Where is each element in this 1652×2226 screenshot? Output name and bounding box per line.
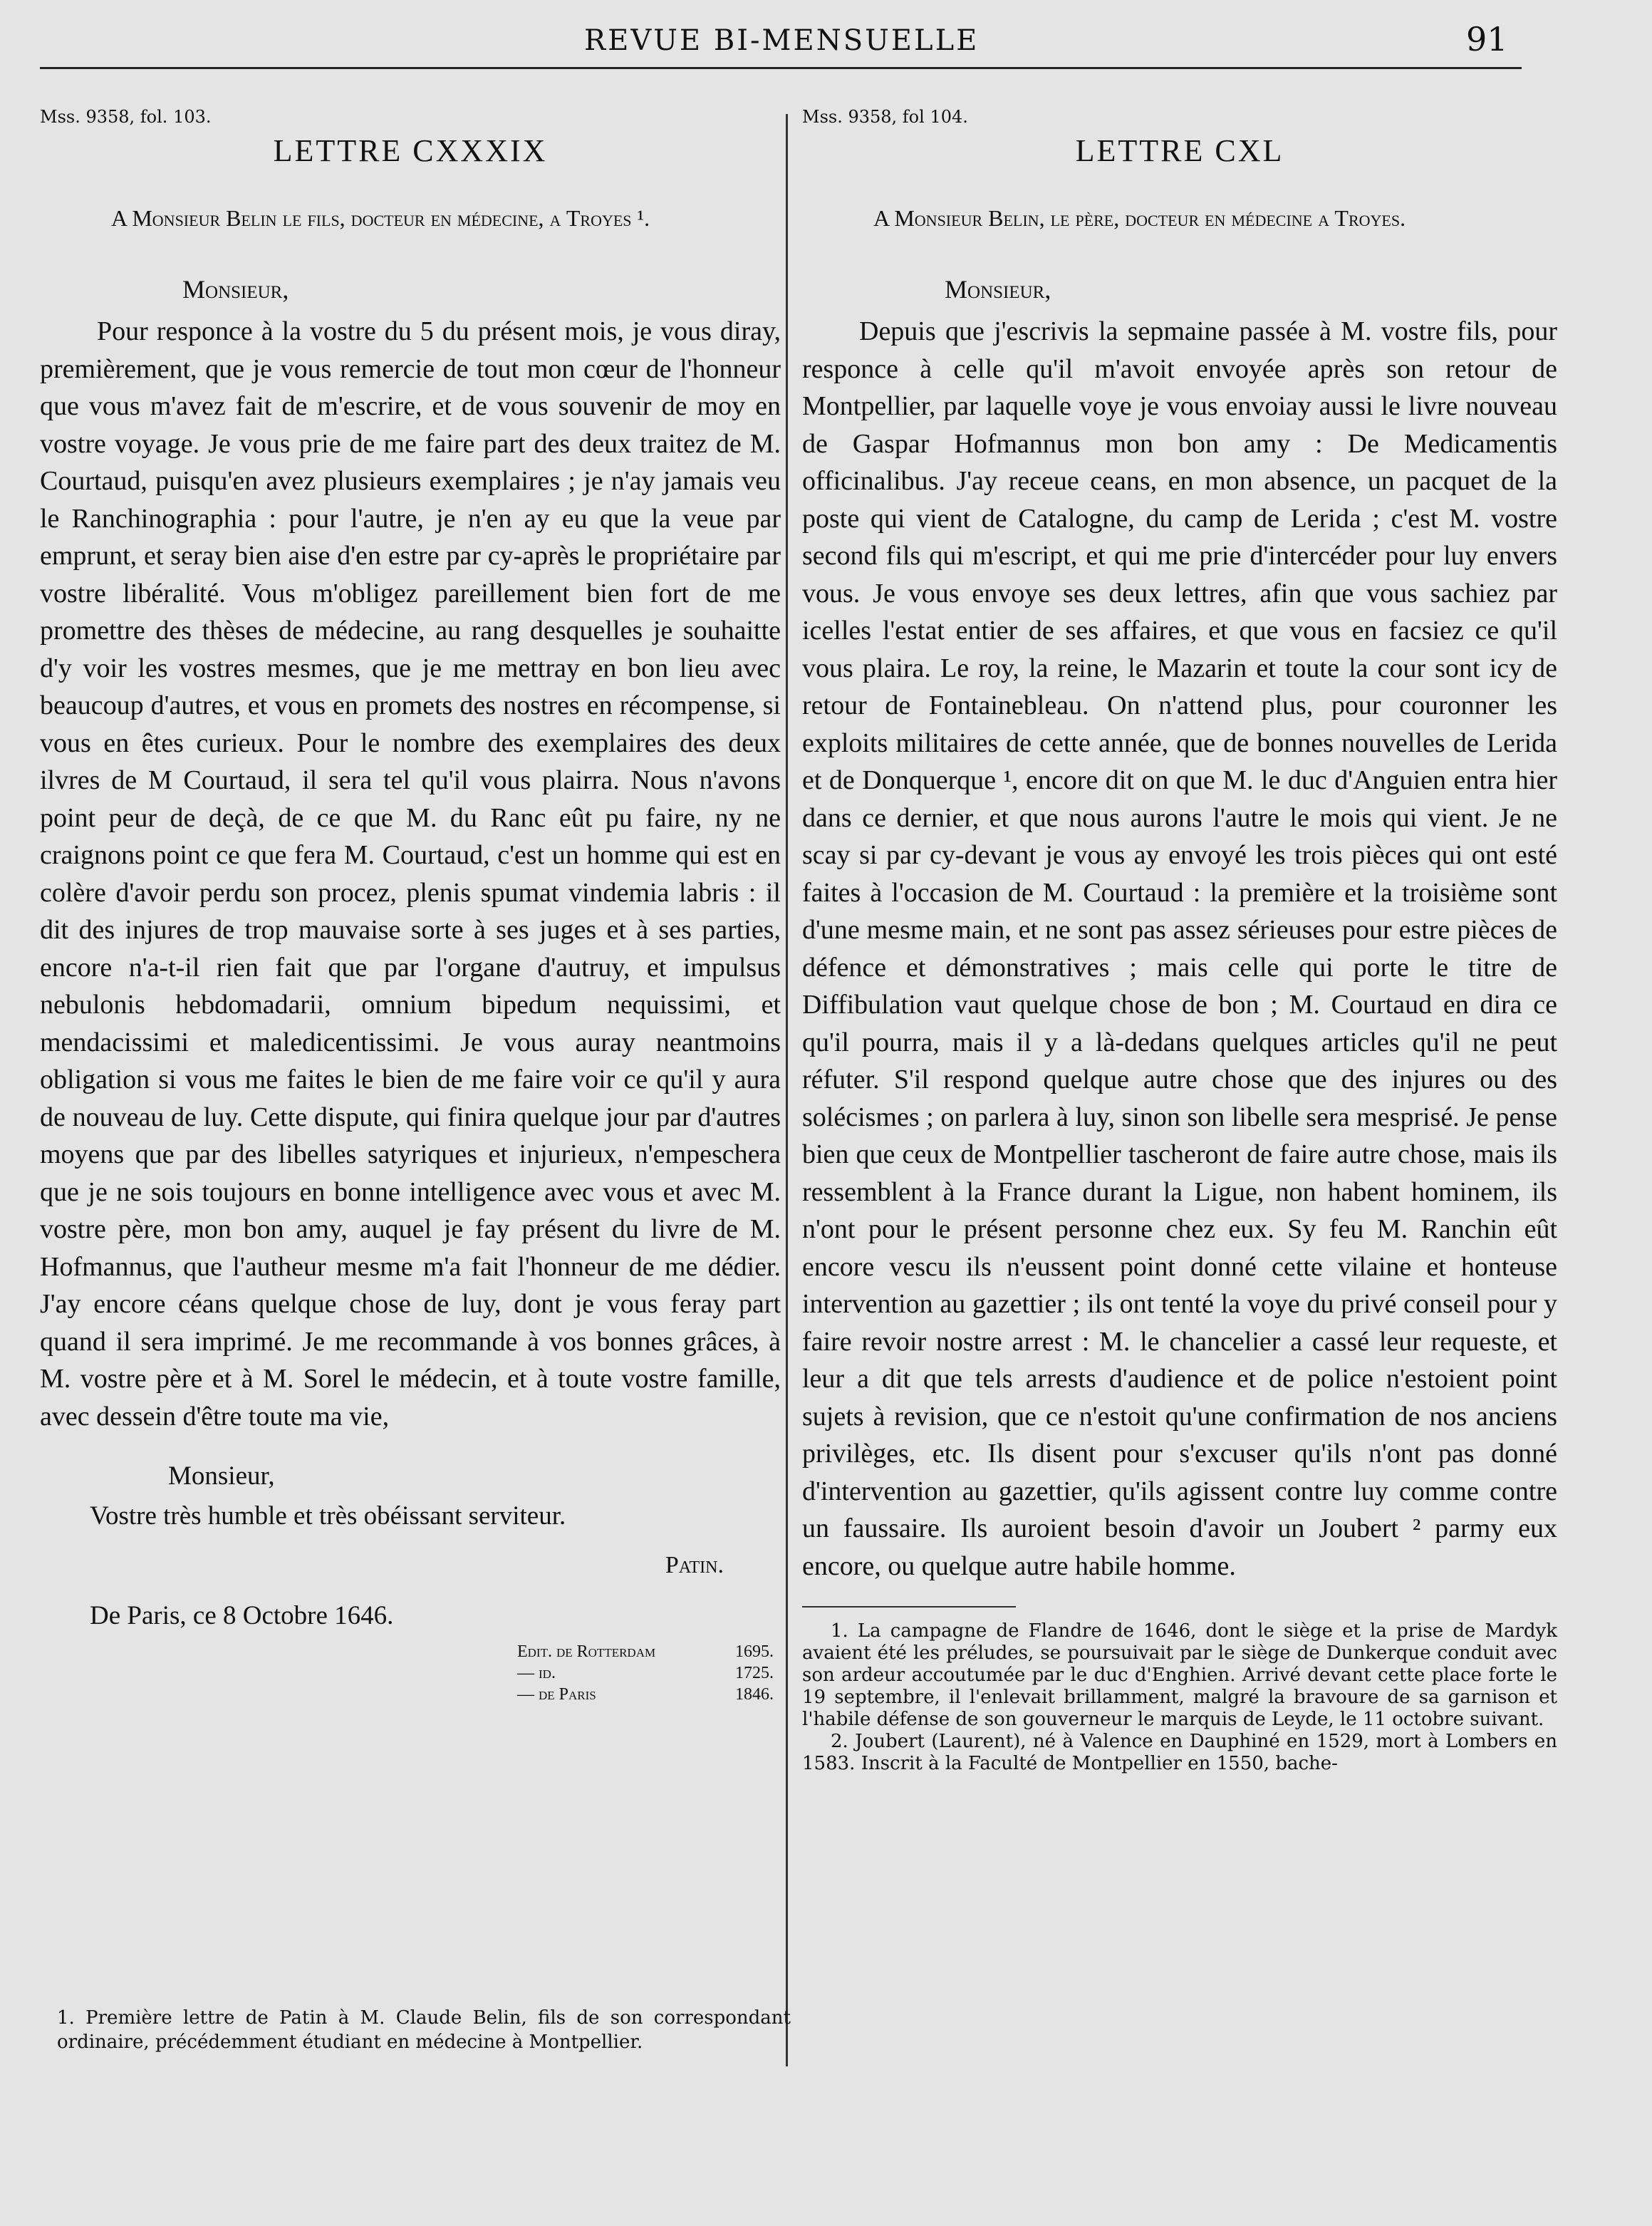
footnote: 2. Joubert (Laurent), né à Valence en Dauphiné en 1529, mort à Lombers en 1583. Inscrit à la Faculté de Montpellier en 1550, bache- — [802, 1731, 1557, 1774]
closing-formula: Vostre très humble et très obéissant serviteur. — [90, 1501, 566, 1531]
right-column — [802, 107, 1557, 1775]
running-head — [0, 20, 1652, 63]
place-date: De Paris, ce 8 Octobre 1646. — [90, 1601, 394, 1630]
footnote-rule — [802, 1606, 1016, 1608]
closing-salutation: Monsieur, — [168, 1461, 275, 1491]
letter-title: LETTRE CXL — [1075, 133, 1284, 168]
salutation: Monsieur, — [945, 275, 1051, 304]
edition-row — [517, 1641, 774, 1662]
salutation: Monsieur, — [182, 275, 289, 304]
edition-year: 1725. — [735, 1664, 774, 1682]
signature: Patin. — [665, 1552, 724, 1578]
edition-year: 1695. — [735, 1642, 774, 1661]
manuscript-ref: Mss. 9358, fol. 103. — [40, 107, 212, 127]
letter-body: Pour responce à la vostre du 5 du présent mois, je vous diray, premièrement, que je vous remercie de tout mon cœur de l'honneur que vous m'avez fait de m'escrire, et de vous souvenir de moy en vostre voyage. Je vous prie de me faire part des deux traitez de M. Courtaud, puisqu'en avez plusieurs exemplaires ; je n'ay jamais veu le Ranchinographia : pour l'autre, je n'en ay eu que la veue par emprunt, et seray bien aise d'en estre par cy-après le propriétaire par vostre libéralité. Vous m'obligez pareillement bien fort de me promettre des thèses de médecine, au rang desquelles je souhaitte d'y voir les vostres mesmes, que je me mettray en bon lieu avec beaucoup d'autres, et vous en promets des nostres en récompense, si vous en êtes curieux. Pour le nombre des exemplaires des deux ilvres de M Courtaud, il sera tel qu'il vous plairra. Nous n'avons point peur de deçà, de ce que M. du Ranc eût pu faire, ny ne craignons point ce que fera M. Courtaud, c'est un homme qui est en colère d'avoir perdu son procez, plenis spumat vindemia labris : il dit des injures de trop mauvaise sorte à ses juges et à ses parties, encore n'a-t-il rien fait que par l'organe d'autruy, et impulsus nebulonis hebdomadarii, omnium bipedum nequissimi, et mendacissimi et maledicentissimi. Je vous auray neantmoins obligation si vous me faites le bien de me faire voir ce qu'il y aura de nouveau de luy. Cette dispute, qui finira quelque jour par d'autres moyens que par des libelles satyriques et injurieux, n'empeschera que je ne sois toujours en bonne intelligence avec vous et avec M. vostre père, mon bon amy, auquel je fay présent du livre de M. Hofmannus, que l'autheur mesme m'a fait l'honneur de me dédier. J'ay encore céans quelque chose de luy, dont je vous feray part quand il sera imprimé. Je me recommande à vos bonnes grâces, à M. vostre père et à M. Sorel le médecin, et à toute vostre famille, avec dessein d'être toute ma vie, — [40, 316, 781, 1432]
edition-year: 1846. — [735, 1685, 774, 1704]
edition-row — [517, 1662, 774, 1684]
footnotes-right — [802, 1620, 1557, 1775]
edition-row — [517, 1684, 774, 1705]
column-divider — [786, 114, 788, 2066]
closing — [40, 1456, 781, 1536]
manuscript-ref: Mss. 9358, fol 104. — [802, 107, 968, 127]
edition-label: Edit. de Rotterdam — [517, 1642, 656, 1661]
edition-label: — de Paris — [517, 1685, 596, 1704]
edition-label: — id. — [517, 1664, 556, 1682]
letter-body: Depuis que j'escrivis la sepmaine passée à M. vostre fils, pour responce à celle qu'il m'avoit envoyée après son retour de Montpellier, par laquelle voye je vous envoiay aussi le livre nouveau de Gaspar Hofmannus mon bon amy : De Medicamentis officinalibus. J'ay receue ceans, en mon absence, un pacquet de la poste qui vient de Catalogne, du camp de Lerida ; c'est M. vostre second fils qui m'escript, et qui me prie d'intercéder pour luy envers vous. Je vous envoye ses deux lettres, afin que vous sachiez par icelles l'estat entier de ses affaires, et que vous en facsiez ce qu'il vous plaira. Le roy, la reine, le Mazarin et toute la cour sont icy de retour de Fontainebleau. On n'attend plus, pour couronner les exploits militaires de cette année, que de bonnes nouvelles de Lerida et de Donquerque ¹, encore dit on que M. le duc d'Anguien entra hier dans ce dernier, et que nous aurons l'autre le mois qui vient. Je ne scay si par cy-devant je vous ay envoyé les trois pièces qui ont esté faites à l'occasion de M. Courtaud : la première et la troisième sont d'une mesme main, et ne sont pas assez sérieuses pour estre pièces de défence et démonstratives ; mais celle qui porte le titre de Diffibulation vaut quelque chose de bon ; M. Courtaud en dira ce qu'il pourra, mais il y a là-dedans quelques articles qu'il ne peut réfuter. S'il respond quelque autre chose que des injures ou des solécismes ; on parlera à luy, sinon son libelle sera mesprisé. Je pense bien que ceux de Montpellier tascheront de faire autre chose, mais ils ressemblent à la France durant la Ligue, non habent hominem, ils n'ont pour le présent personne chez eux. Sy feu M. Ranchin eût encore vescu ils n'eussent point donné cette vilaine et honteuse intervention au gazettier ; ils ont tenté la voye du privé conseil pour y faire revoir nostre arrest : M. le chancelier a cassé leur requeste, et leur a dit que tels arrests d'audience et de police n'estoient point sujets à revision, que ce n'estoit qu'une confirmation de nos anciens privilèges, etc. Ils disent pour s'excuser qu'ils n'ont pas donné d'intervention au gazettier, qu'ils agissent contre luy comme contre un faussaire. Ils auroient besoin d'avoir un Joubert ² parmy eux encore, ou quelque autre habile homme. — [802, 316, 1557, 1581]
letter-address: A Monsieur Belin le fils, docteur en médecine, a Troyes ¹. — [111, 205, 650, 231]
header-rule — [40, 67, 1522, 69]
letter-title: LETTRE CXXXIX — [273, 133, 548, 168]
letter-address: A Monsieur Belin, le père, docteur en médecine a Troyes. — [873, 205, 1406, 231]
editions-list — [517, 1641, 774, 1705]
journal-title: REVUE BI-MENSUELLE — [584, 24, 980, 57]
footnote: 1. La campagne de Flandre de 1646, dont le siège et la prise de Mardyk avaient été les préludes, se poursuivait par le siège de Dunkerque conduit avec son ardeur accoutumée par le duc d'Enghien. Arrivé devant cette place forte le 19 septembre, il l'enlevait brillamment, malgré la bravoure de sa garnison et l'habile défense de son gouverneur le marquis de Leyde, le 11 octobre suivant. — [802, 1620, 1557, 1730]
footnote-left: 1. Première lettre de Patin à M. Claude Belin, fils de son correspondant ordinaire, précédemment étudiant en médecine à Montpellier. — [57, 2007, 791, 2053]
left-column — [40, 107, 781, 1705]
page-number: 91 — [1466, 20, 1508, 58]
